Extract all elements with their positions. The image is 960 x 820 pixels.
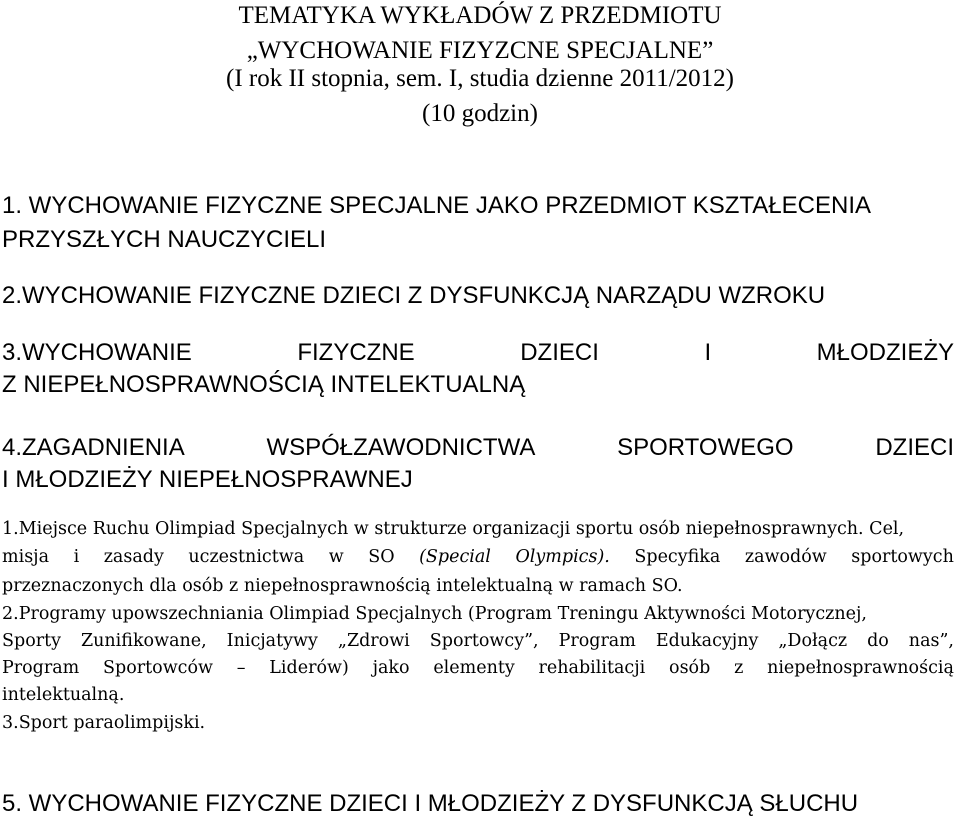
topic-5: 5. WYCHOWANIE FIZYCZNE DZIECI I MŁODZIEŻY Z DYSFUNKCJĄ SŁUCHU — [2, 790, 859, 817]
detail-1-word: SO — [368, 547, 395, 567]
topic-4-word: SPORTOWEGO — [617, 434, 794, 461]
detail-1-word: misja — [2, 547, 50, 567]
detail-2-word: – — [236, 658, 246, 678]
document-subtitle: (I rok II stopnia, sem. I, studia dzienne 2011/2012) — [226, 65, 734, 92]
topic-4-line-1 — [2, 434, 954, 462]
detail-2-word: Zunifikowane, — [80, 631, 207, 651]
detail-2-word: „Zdrowi — [337, 631, 410, 651]
detail-2-word: Sportowców — [103, 658, 214, 678]
detail-2-word: Inicjatywy — [226, 631, 318, 651]
detail-2-word: elementy — [433, 658, 515, 678]
topic-2: 2.WYCHOWANIE FIZYCZNE DZIECI Z DYSFUNKCJĄ NARZĄDU WZROKU — [2, 282, 826, 309]
detail-2-word: rehabilitacji — [538, 658, 646, 678]
topic-3-word: DZIECI — [520, 339, 599, 366]
topic-3-word: MŁODZIEŻY — [816, 339, 954, 366]
detail-3: 3.Sport paraolimpijski. — [2, 713, 206, 733]
detail-2-word: jako — [372, 658, 410, 678]
topic-4-word: DZIECI — [875, 434, 954, 461]
detail-2-word: Sporty — [2, 631, 62, 651]
detail-1-word: zawodów — [744, 547, 827, 567]
detail-1-word: Specyfika — [634, 547, 721, 567]
topic-4-word: 4.ZAGADNIENIA — [2, 434, 185, 461]
detail-2-word: Program — [2, 658, 80, 678]
topic-3-word: FIZYCZNE — [297, 339, 415, 366]
detail-2-word: Liderów) — [269, 658, 349, 678]
detail-1-line-3: przeznaczonych dla osób z niepełnosprawnością intelektualną w ramach SO. — [2, 576, 683, 596]
detail-2-word: Edukacyjny — [655, 631, 759, 651]
detail-1-word: Olympics). — [515, 547, 610, 567]
detail-1-word: zasady — [103, 547, 164, 567]
detail-1-word: (Special — [419, 547, 491, 567]
detail-2-word: osób — [669, 658, 711, 678]
topic-3-line-2: Z NIEPEŁNOSPRAWNOŚCIĄ INTELEKTUALNĄ — [2, 371, 526, 398]
topic-1-line-1: 1. WYCHOWANIE FIZYCZNE SPECJALNE JAKO PRZEDMIOT KSZTAŁECENIA — [2, 192, 872, 219]
topic-3-line-1 — [2, 339, 954, 367]
document-title-line-2: „WYCHOWANIE FIZYZCNE SPECJALNE” — [246, 37, 714, 64]
detail-2-word: z — [734, 658, 744, 678]
detail-2-word: nas”, — [908, 631, 954, 651]
detail-2-word: do — [867, 631, 889, 651]
detail-2-word: „Dołącz — [778, 631, 848, 651]
detail-1-word: i — [73, 547, 80, 567]
topic-1-line-2: PRZYSZŁYCH NAUCZYCIELI — [2, 226, 327, 253]
document-title-line-1: TEMATYKA WYKŁADÓW Z PRZEDMIOTU — [238, 2, 722, 29]
detail-2-word: Sportowcy”, — [429, 631, 539, 651]
document-hours: (10 godzin) — [422, 100, 538, 127]
detail-2-word: niepełnosprawnością — [767, 658, 954, 678]
detail-2-line-1: 2.Programy upowszechniania Olimpiad Specjalnych (Program Treningu Aktywności Motorycznej, — [2, 604, 867, 624]
detail-1-word: w — [328, 547, 344, 567]
topic-3-word: 3.WYCHOWANIE — [2, 339, 192, 366]
detail-2-line-2 — [2, 631, 954, 651]
topic-3-word: I — [704, 339, 712, 366]
detail-1-word: sportowych — [851, 547, 954, 567]
detail-1-word: uczestnictwa — [188, 547, 305, 567]
detail-1-line-1: 1.Miejsce Ruchu Olimpiad Specjalnych w strukturze organizacji sportu osób niepełnosprawnych. Cel, — [2, 519, 905, 539]
topic-4-line-2: I MŁODZIEŻY NIEPEŁNOSPRAWNEJ — [2, 466, 413, 493]
detail-2-line-3 — [2, 658, 954, 678]
detail-1-line-2 — [2, 547, 954, 567]
detail-2-line-4: intelektualną. — [2, 685, 125, 705]
topic-4-word: WSPÓŁZAWODNICTWA — [266, 434, 536, 461]
detail-2-word: Program — [558, 631, 636, 651]
